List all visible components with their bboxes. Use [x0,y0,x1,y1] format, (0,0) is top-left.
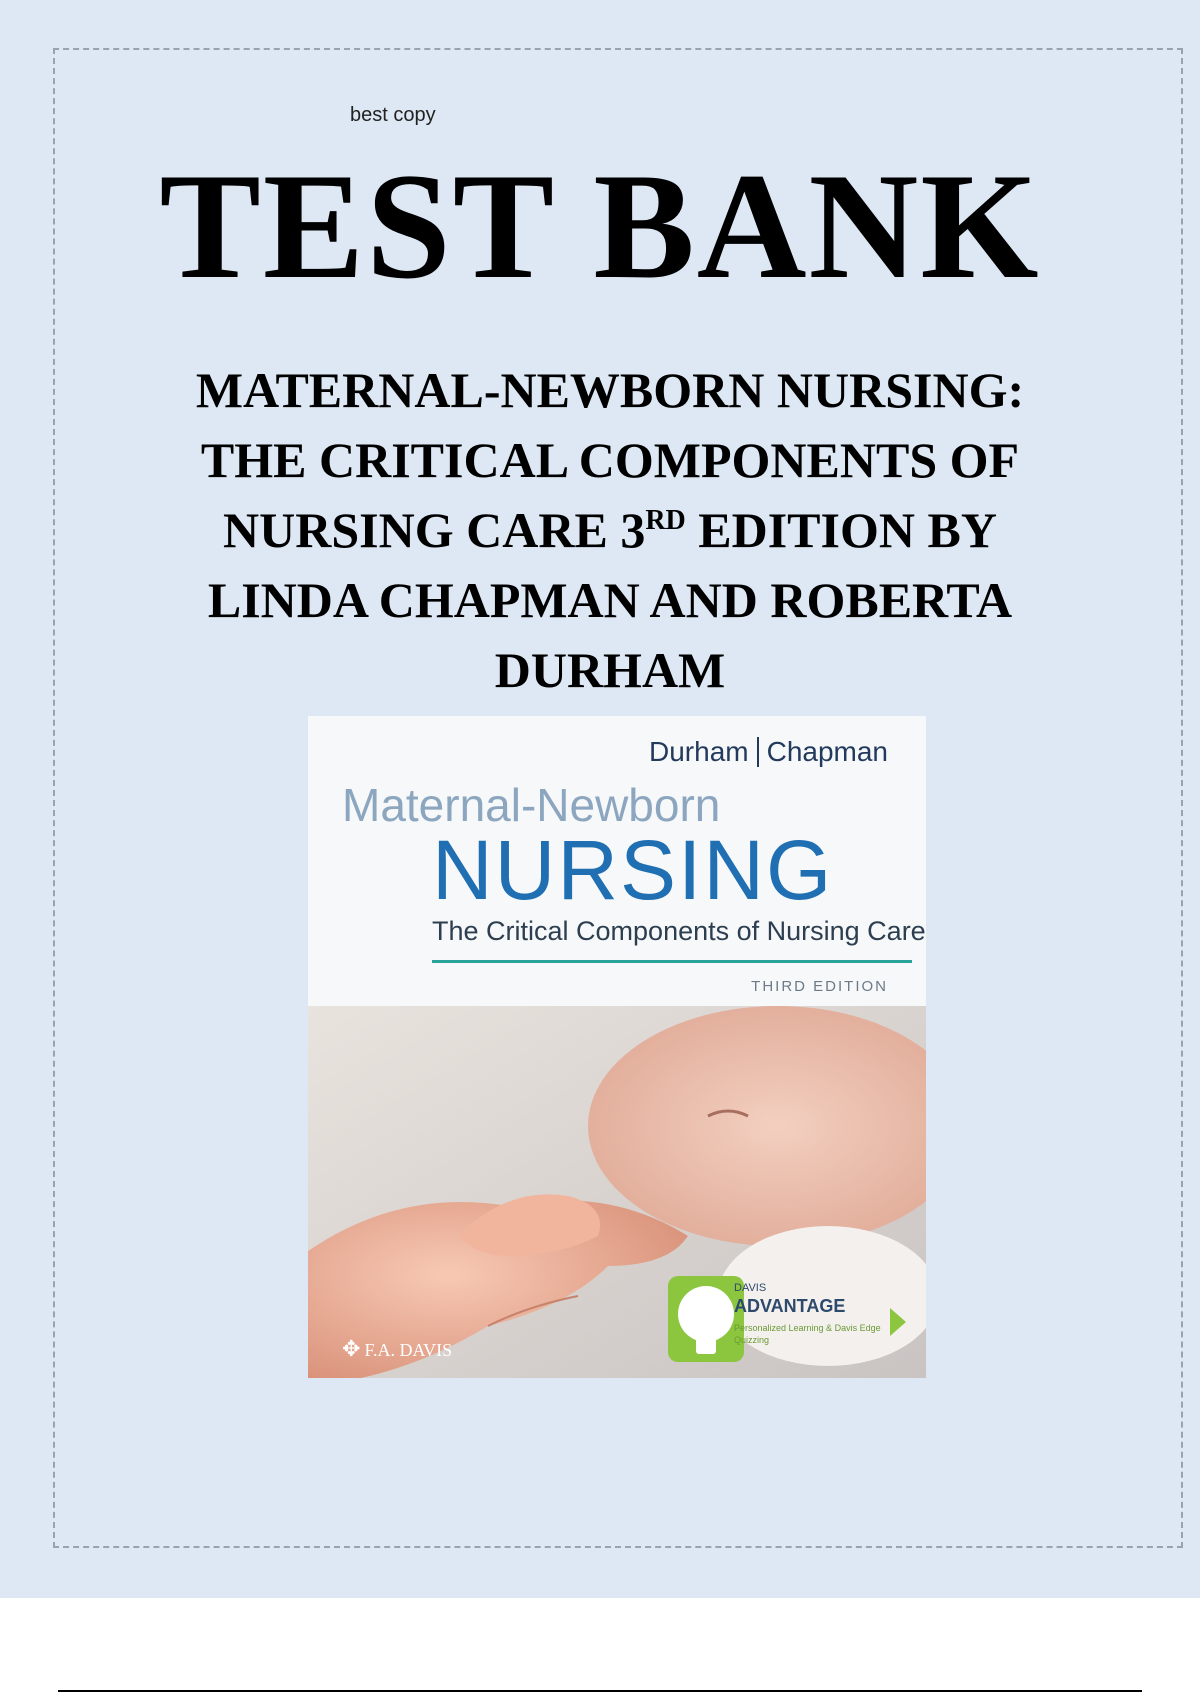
book-cover-image [308,716,926,1378]
lightbulb-puzzle-icon [668,1276,744,1362]
publisher-name: F.A. DAVIS [364,1340,453,1360]
publisher-mark-icon: ✥ [342,1336,361,1361]
subtitle-line-3 [110,495,1110,565]
subtitle-line-3-end: EDITION BY [685,502,997,558]
edition-superscript: RD [645,505,686,536]
subtitle-line-3-start: NURSING CARE 3 [223,502,646,558]
publisher-logo [342,1336,452,1362]
page-title: TEST BANK [159,142,1041,310]
cover-authors [649,736,888,768]
play-arrow-icon [890,1308,906,1336]
davis-advantage-badge [668,1276,908,1362]
author-divider [757,737,759,767]
cover-series-title: Maternal-Newborn [342,779,721,831]
advantage-brand: DAVIS [734,1282,767,1294]
subtitle-line-1: MATERNAL-NEWBORN NURSING: [195,362,1025,418]
subtitle-line-2: THE CRITICAL COMPONENTS OF [200,432,1020,488]
subtitle-line-4: LINDA CHAPMAN AND ROBERTA [207,572,1013,628]
advantage-title: ADVANTAGE [734,1296,846,1316]
footer-rule [58,1690,1142,1692]
book-title-block [110,355,1110,705]
cover-author-2: Chapman [766,736,888,767]
cover-main-title: NURSING [432,823,834,917]
lightbulb-base [696,1334,716,1354]
advantage-tagline: Personalized Learning & Davis Edge Quizzing [734,1323,881,1345]
cover-author-1: Durham [649,736,749,767]
cover-edition: THIRD EDITION [751,978,888,995]
subtitle-line-5: DURHAM [494,642,726,698]
cover-subtitle: The Critical Components of Nursing Care [432,916,926,946]
header-note: best copy [350,104,436,126]
cover-rule [432,960,912,963]
